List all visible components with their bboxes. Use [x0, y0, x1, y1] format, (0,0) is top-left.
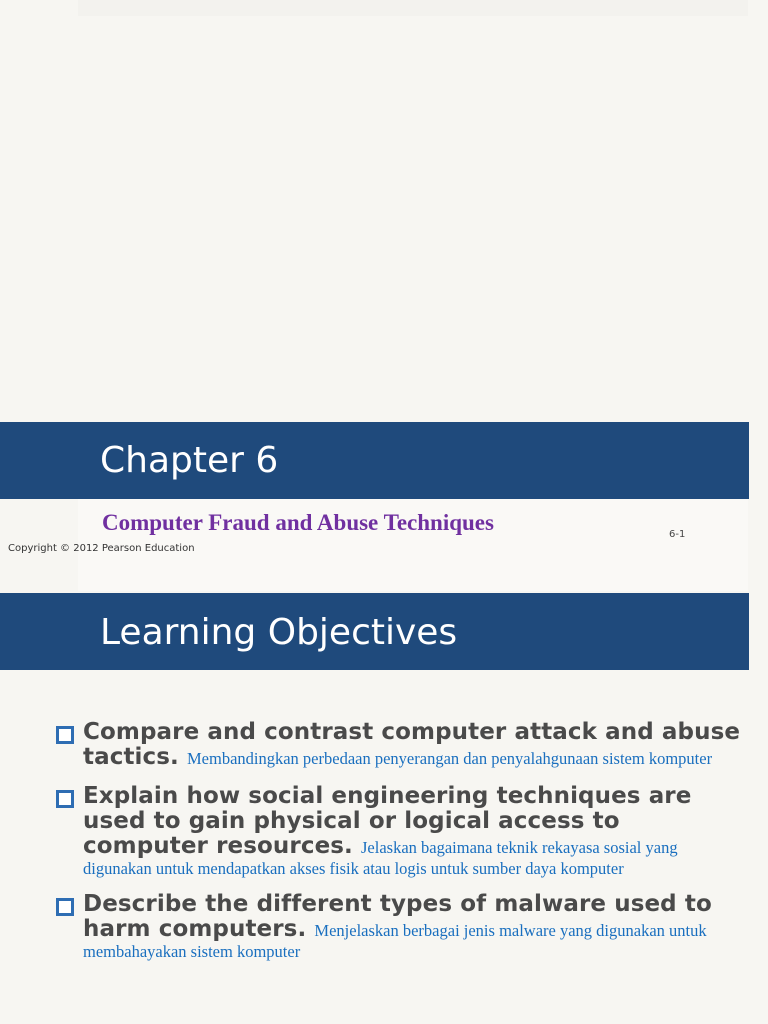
- objectives-list: [56, 720, 746, 975]
- objective-item: [56, 720, 746, 770]
- square-bullet-icon: [56, 898, 74, 916]
- chapter-title: Chapter 6: [100, 440, 279, 481]
- slide-number: 6-1: [669, 529, 686, 540]
- objective-item: [56, 892, 746, 961]
- objective-english: Explain how social engineering techniques are used to gain physical or logical access to computer resources.: [83, 783, 692, 859]
- objectives-title-band: [0, 593, 749, 670]
- chapter-title-band: [0, 422, 749, 499]
- objective-english: Describe the different types of malware used to harm computers.: [83, 891, 712, 942]
- objectives-title: Learning Objectives: [100, 612, 458, 653]
- copyright-notice: Copyright © 2012 Pearson Education: [8, 543, 195, 554]
- objective-item: [56, 784, 746, 878]
- square-bullet-icon: [56, 790, 74, 808]
- square-bullet-icon: [56, 726, 74, 744]
- chapter-subtitle: Computer Fraud and Abuse Techniques: [102, 510, 494, 535]
- objective-translation: Jelaskan bagaimana teknik rekayasa sosial yang digunakan untuk mendapatkan akses fisik atau logis untuk sumber daya komputer: [83, 838, 678, 878]
- objective-translation: Menjelaskan berbagai jenis malware yang digunakan untuk membahayakan sistem komputer: [83, 921, 707, 961]
- objective-translation: Membandingkan perbedaan penyerangan dan penyalahgunaan sistem komputer: [187, 749, 713, 768]
- objective-english: Compare and contrast computer attack and abuse tactics.: [83, 719, 741, 770]
- top-strip: [78, 0, 748, 16]
